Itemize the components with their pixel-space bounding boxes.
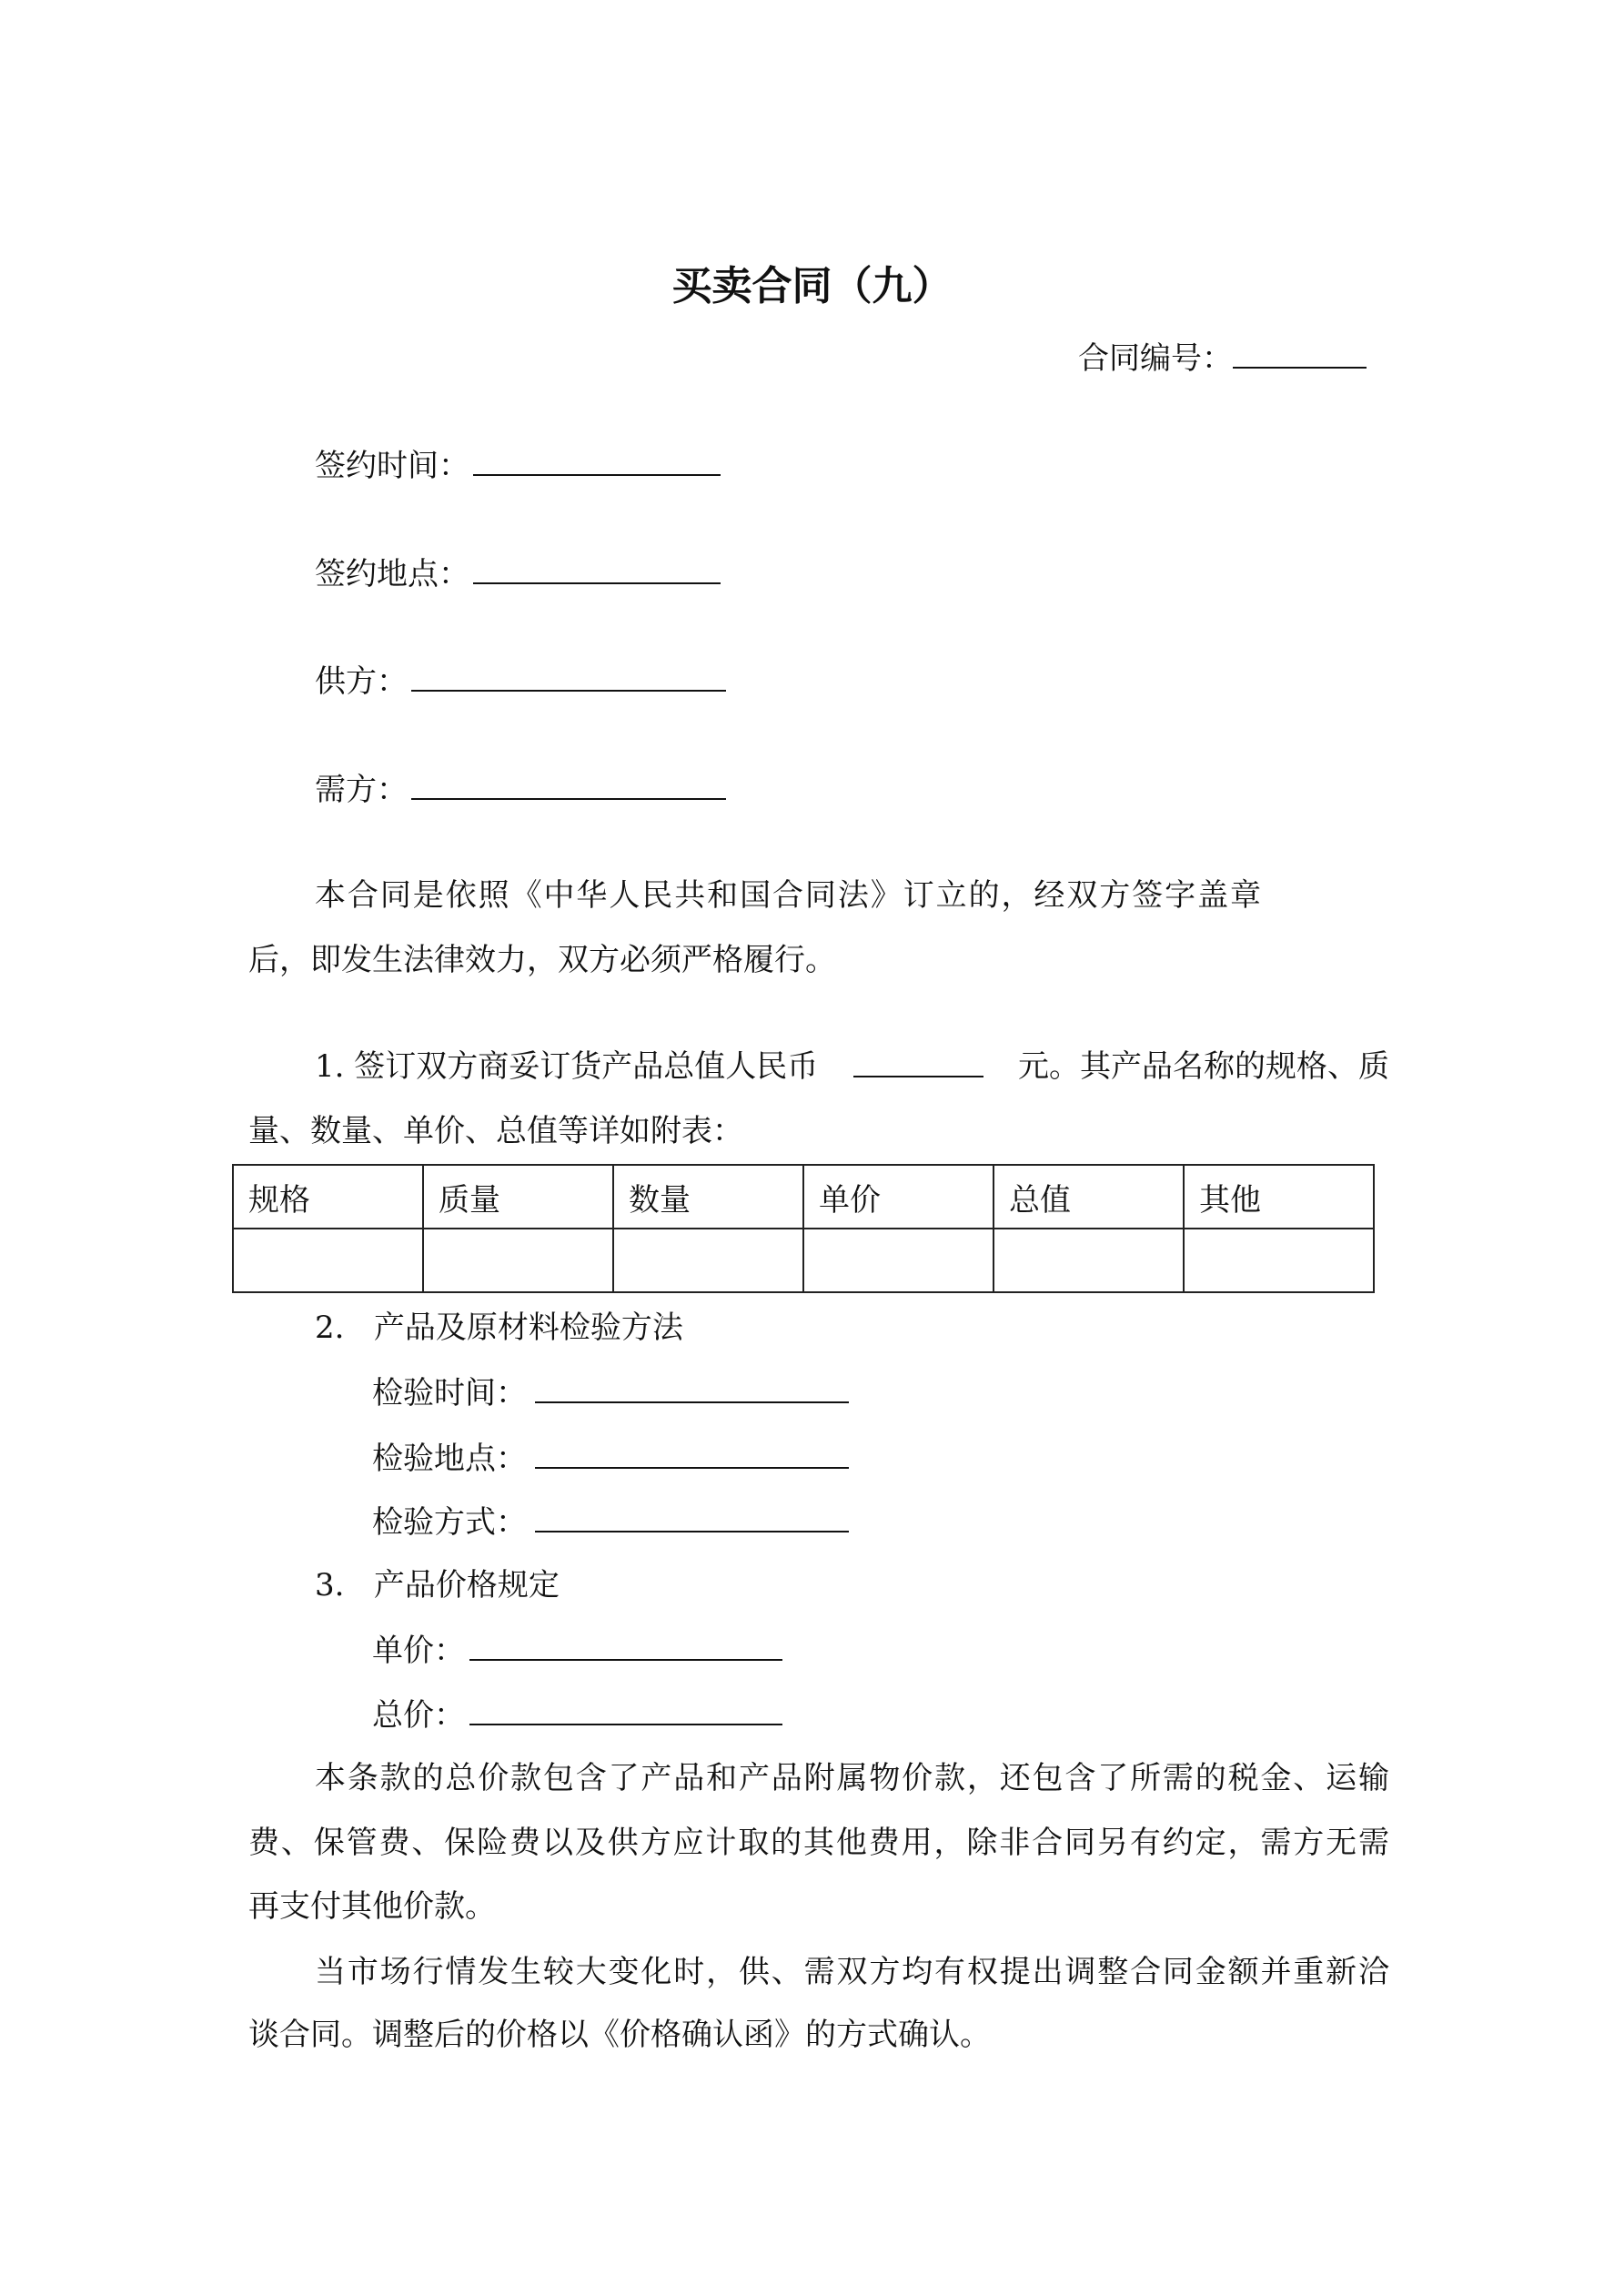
sign-place-row — [315, 555, 721, 592]
sign-time-row — [315, 447, 721, 483]
inspection-place-row — [372, 1440, 849, 1476]
inspection-time-blank[interactable] — [535, 1374, 849, 1403]
table-cell[interactable] — [613, 1229, 803, 1292]
total-price-blank[interactable] — [469, 1696, 782, 1725]
inspection-method-row — [372, 1503, 849, 1540]
clause3-heading: 3. 产品价格规定 — [315, 1567, 560, 1603]
clause1-text: 1. 签订双方商妥订货产品总值人民币 — [315, 1048, 819, 1085]
table-cell[interactable] — [423, 1229, 613, 1292]
table-cell[interactable] — [1184, 1229, 1374, 1292]
price-paragraph-line: 费、保管费、保险费以及供方应计取的其他费用，除非合同另有约定，需方无需 — [248, 1825, 1389, 1861]
product-table — [232, 1164, 1375, 1293]
market-paragraph-line: 谈合同。调整后的价格以《价格确认函》的方式确认。 — [248, 2017, 991, 2053]
inspection-place-label: 检验地点： — [372, 1441, 527, 1477]
intro-line: 本合同是依照《中华人民共和国合同法》订立的，经双方签字盖章 — [315, 877, 1261, 914]
clause1-line — [315, 1048, 1389, 1085]
inspection-time-label: 检验时间： — [372, 1375, 527, 1411]
market-paragraph-line: 当市场行情发生较大变化时，供、需双方均有权提出调整合同金额并重新洽 — [315, 1954, 1389, 1990]
table-cell[interactable] — [994, 1229, 1184, 1292]
table-header: 单价 — [803, 1165, 994, 1229]
contract-number-blank[interactable] — [1233, 339, 1367, 369]
sign-place-blank[interactable] — [473, 555, 721, 584]
table-header: 质量 — [423, 1165, 613, 1229]
price-paragraph-line: 本条款的总价款包含了产品和产品附属物价款，还包含了所需的税金、运输 — [315, 1760, 1389, 1796]
supplier-row — [315, 663, 726, 699]
buyer-blank[interactable] — [411, 771, 726, 800]
contract-number-label: 合同编号： — [1078, 340, 1233, 377]
sign-place-label: 签约地点： — [315, 556, 469, 592]
clause1-line: 量、数量、单价、总值等详如附表： — [248, 1113, 743, 1149]
clause2-heading: 2. 产品及原材料检验方法 — [315, 1310, 683, 1346]
unit-price-blank[interactable] — [469, 1632, 782, 1661]
table-header: 规格 — [233, 1165, 423, 1229]
clause1-text: 元。其产品名称的规格、质 — [1018, 1048, 1389, 1085]
unit-price-row — [372, 1632, 782, 1668]
intro-line: 后，即发生法律效力，双方必须严格履行。 — [248, 942, 836, 978]
buyer-row — [315, 771, 726, 807]
document-title: 买卖合同（九） — [671, 263, 953, 309]
contract-number-row — [1078, 339, 1367, 376]
total-price-label: 总价： — [372, 1697, 465, 1734]
table-header: 数量 — [613, 1165, 803, 1229]
unit-price-label: 单价： — [372, 1633, 465, 1669]
inspection-place-blank[interactable] — [535, 1440, 849, 1469]
table-row — [233, 1229, 1374, 1292]
table-cell[interactable] — [803, 1229, 994, 1292]
buyer-label: 需方： — [315, 772, 408, 808]
supplier-label: 供方： — [315, 663, 408, 700]
inspection-method-label: 检验方式： — [372, 1504, 527, 1541]
total-price-row — [372, 1696, 782, 1733]
sign-time-blank[interactable] — [473, 447, 721, 476]
sign-time-label: 签约时间： — [315, 448, 469, 484]
inspection-method-blank[interactable] — [535, 1503, 849, 1532]
table-header: 其他 — [1184, 1165, 1374, 1229]
total-value-blank[interactable] — [853, 1048, 983, 1077]
supplier-blank[interactable] — [411, 663, 726, 692]
table-header: 总值 — [994, 1165, 1184, 1229]
inspection-time-row — [372, 1374, 849, 1411]
price-paragraph-line: 再支付其他价款。 — [248, 1888, 496, 1925]
table-header-row — [233, 1165, 1374, 1229]
table-cell[interactable] — [233, 1229, 423, 1292]
